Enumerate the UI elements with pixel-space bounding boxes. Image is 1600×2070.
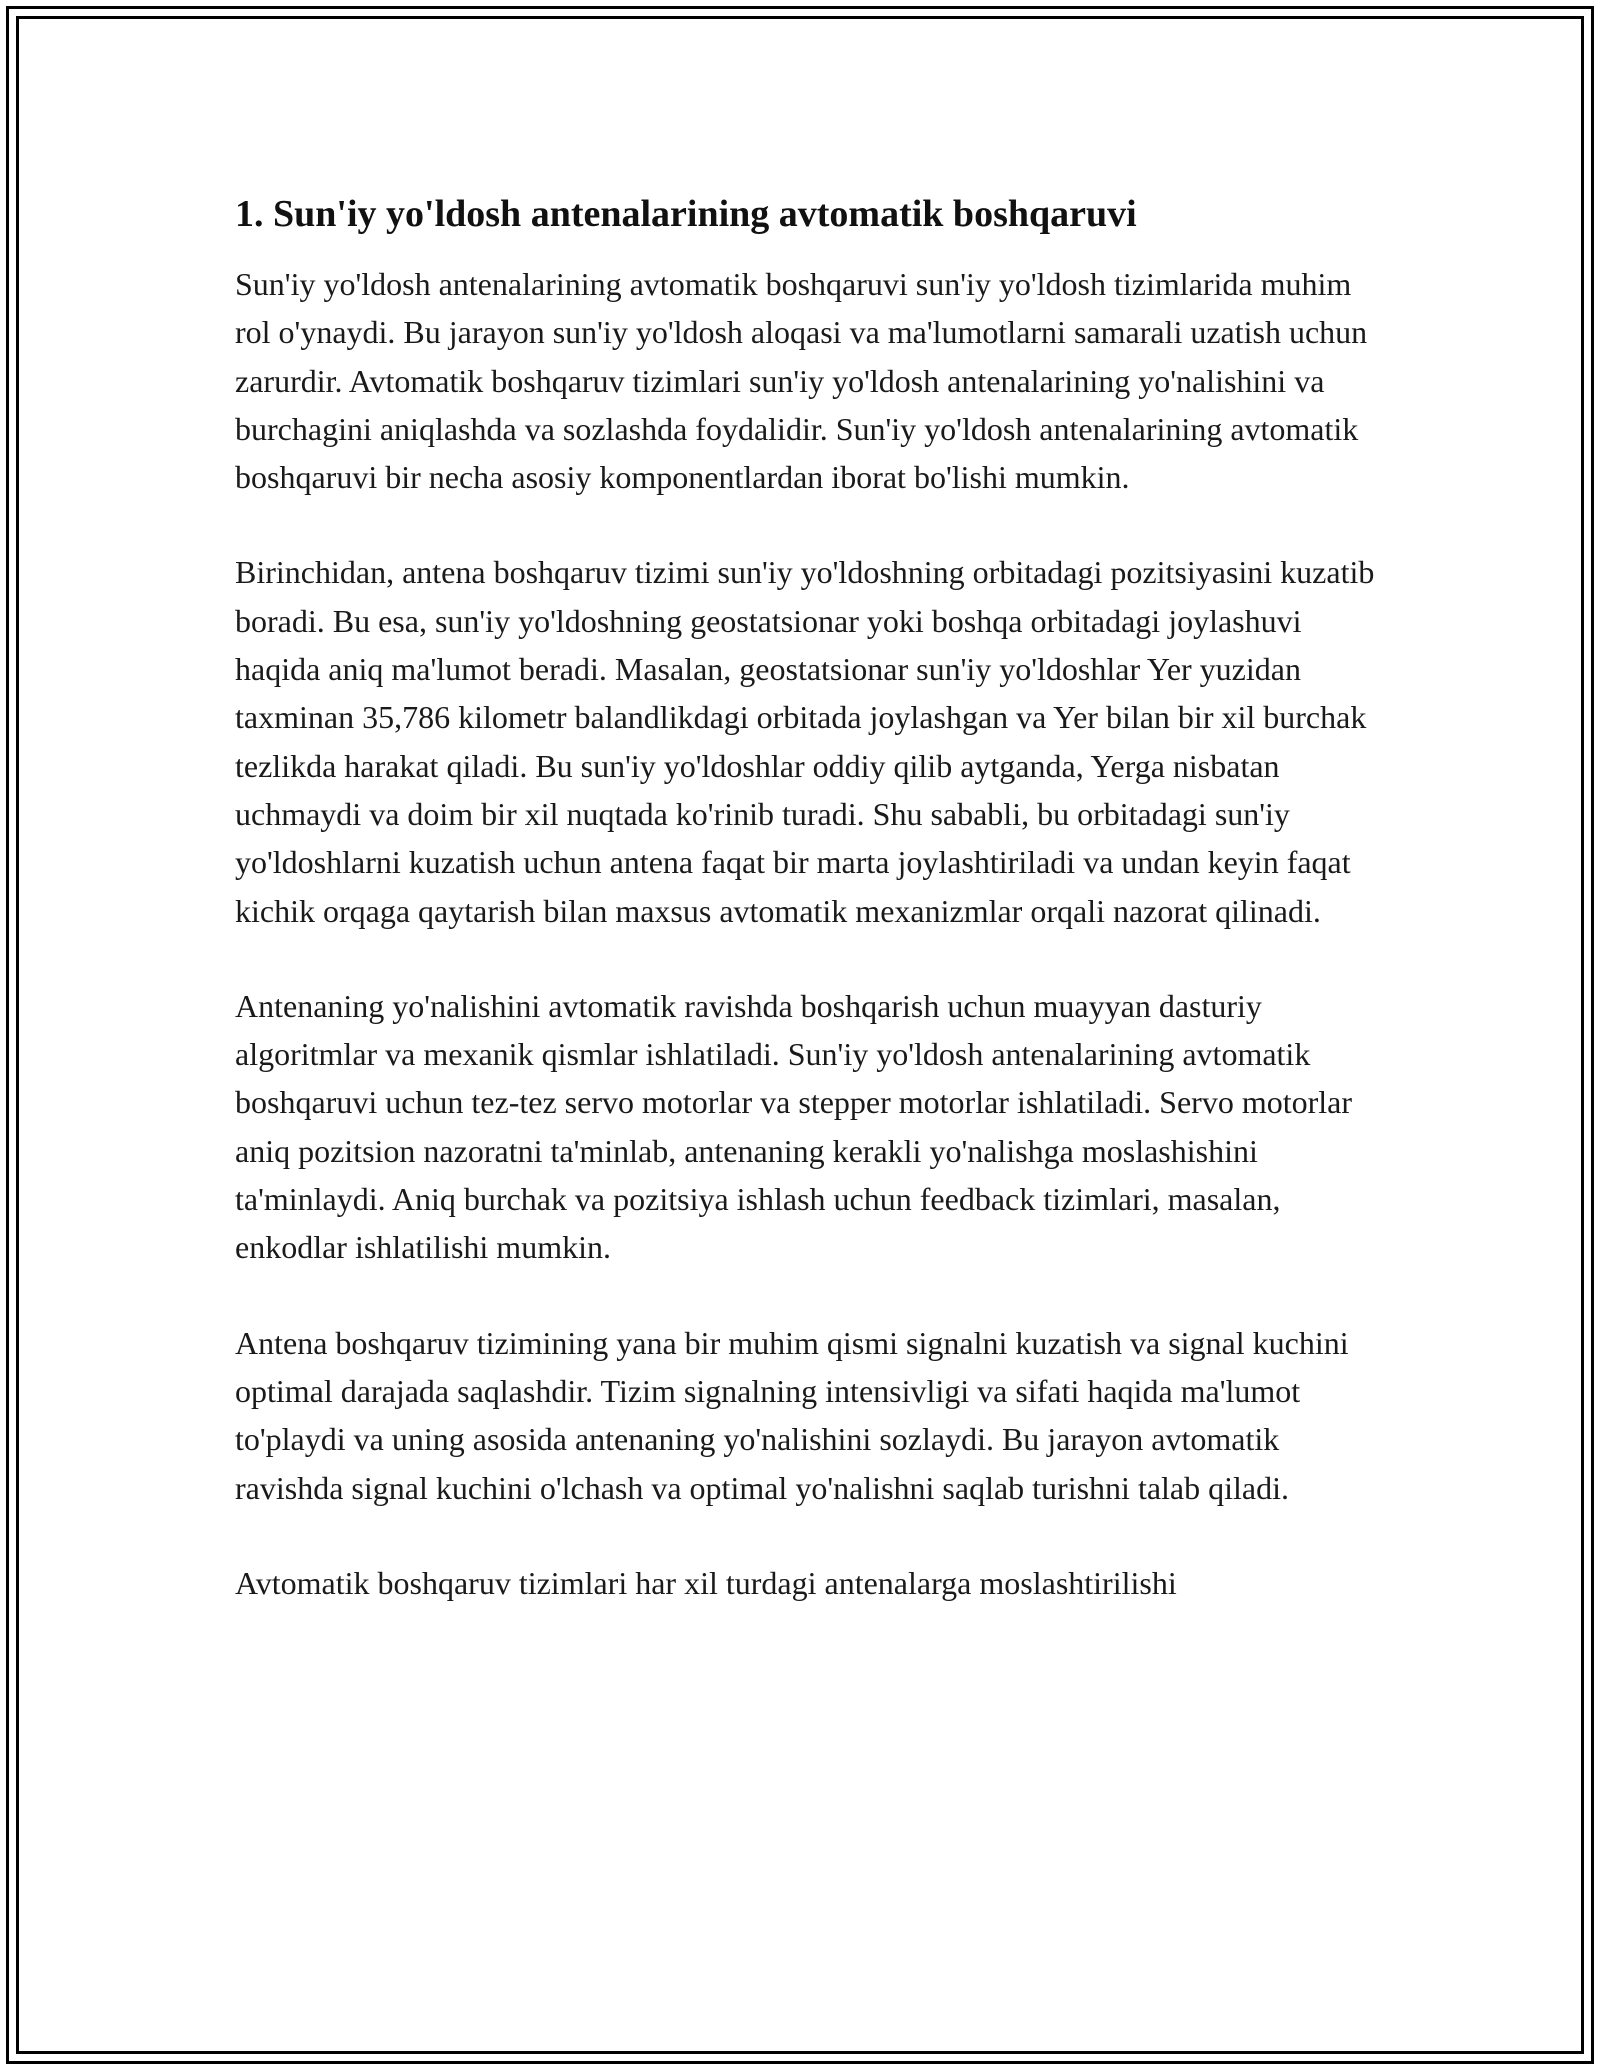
paragraph-2: Birinchidan, antena boshqaruv tizimi sun'iy yo'ldoshning orbitadagi pozitsiyasini kuzatib boradi. Bu esa, sun'iy yo'ldoshning geostatsionar yoki boshqa orbitadagi joylashuvi haqida aniq ma'lumot beradi. Masalan, geostatsionar sun'iy yo'ldoshlar Yer yuzidan taxminan 35,786 kilometr balandlikdagi orbitada joylashgan va Yer bilan bir xil burchak tezlikda harakat qiladi. Bu sun'iy yo'ldoshlar oddiy qilib aytganda, Yerga nisbatan uchmaydi va doim bir xil nuqtada ko'rinib turadi. Shu sababli, bu orbitadagi sun'iy yo'ldoshlarni kuzatish uchun antena faqat bir marta joylashtiriladi va undan keyin faqat kichik orqaga qaytarish bilan maxsus avtomatik mexanizmlar orqali nazorat qilinadi. bbox=[235, 554, 1375, 929]
paragraph-3: Antenaning yo'nalishini avtomatik ravishda boshqarish uchun muayyan dasturiy algoritmlar va mexanik qismlar ishlatiladi. Sun'iy yo'ldosh antenalarining avtomatik boshqaruvi uchun tez-tez servo motorlar va stepper motorlar ishlatiladi. Servo motorlar aniq pozitsion nazoratni ta'minlab, antenaning kerakli yo'nalishga moslashishini ta'minlaydi. Aniq burchak va pozitsiya ishlash uchun feedback tizimlari, masalan, enkodlar ishlatilishi mumkin. bbox=[235, 987, 1352, 1266]
section-title: 1. Sun'iy yo'ldosh antenalarining avtomatik boshqaruvi bbox=[235, 193, 1137, 235]
document-body bbox=[235, 190, 1385, 1607]
paragraph-4: Antena boshqaruv tizimining yana bir muhim qismi signalni kuzatish va signal kuchini optimal darajada saqlashdir. Tizim signalning intensivligi va sifati haqida ma'lumot to'playdi va uning asosida antenaning yo'nalishini sozlaydi. Bu jarayon avtomatik ravishda signal kuchini o'lchash va optimal yo'nalishni saqlab turishni talab qiladi. bbox=[235, 1324, 1349, 1506]
paragraph-5: Avtomatik boshqaruv tizimlari har xil turdagi antenalarga moslashtirilishi bbox=[235, 1564, 1177, 1601]
paragraph-1: Sun'iy yo'ldosh antenalarining avtomatik boshqaruvi sun'iy yo'ldosh tizimlarida muhim rol o'ynaydi. Bu jarayon sun'iy yo'ldosh aloqasi va ma'lumotlarni samarali uzatish uchun zarurdir. Avtomatik boshqaruv tizimlari sun'iy yo'ldosh antenalarining yo'nalishini va burchagini aniqlashda va sozlashda foydalidir. Sun'iy yo'ldosh antenalarining avtomatik boshqaruvi bir necha asosiy komponentlardan iborat bo'lishi mumkin. bbox=[235, 266, 1368, 496]
